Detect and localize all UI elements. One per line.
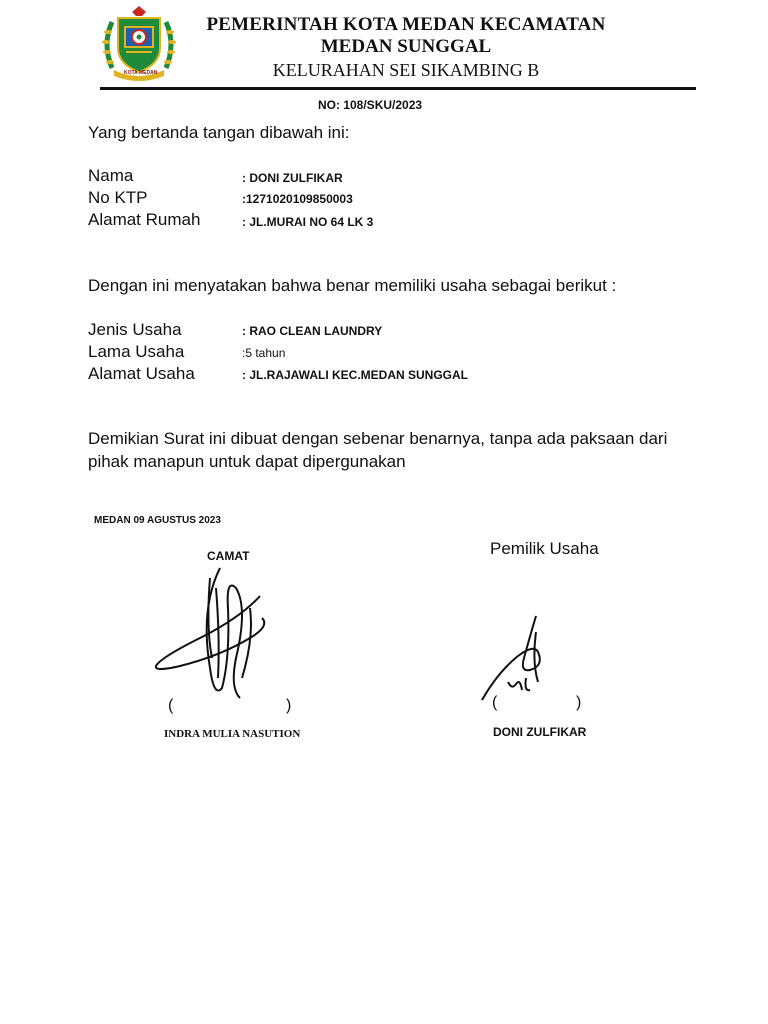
value-lama-usaha: :5 tahun: [242, 346, 286, 360]
camat-name: INDRA MULIA NASUTION: [164, 728, 301, 740]
city-emblem: [98, 4, 180, 86]
owner-title: Pemilik Usaha: [490, 539, 599, 558]
document-number: NO: 108/SKU/2023: [318, 98, 423, 112]
owner-name: DONI ZULFIKAR: [493, 725, 587, 739]
statement-text: Dengan ini menyatakan bahwa benar memiliki usaha sebagai berikut :: [88, 276, 617, 295]
owner-close-paren: ): [576, 694, 582, 711]
emblem-ribbon-text: KOTA MEDAN: [124, 70, 158, 76]
label-nama: Nama: [88, 166, 134, 185]
camat-open-paren: (: [168, 697, 174, 714]
label-lama-usaha: Lama Usaha: [88, 342, 185, 361]
value-jenis-usaha: : RAO CLEAN LAUNDRY: [242, 324, 383, 338]
label-no-ktp: No KTP: [88, 188, 148, 207]
camat-signature: [150, 548, 280, 708]
place-date: MEDAN 09 AGUSTUS 2023: [94, 515, 221, 526]
value-nama: : DONI ZULFIKAR: [242, 171, 343, 185]
value-alamat-rumah: : JL.MURAI NO 64 LK 3: [242, 215, 374, 229]
label-jenis-usaha: Jenis Usaha: [88, 320, 182, 339]
label-alamat-rumah: Alamat Rumah: [88, 210, 201, 229]
closing-line-1: Demikian Surat ini dibuat dengan sebenar benarnya, tanpa ada paksaan dari: [88, 429, 668, 448]
label-alamat-usaha: Alamat Usaha: [88, 364, 195, 383]
header-line-1: PEMERINTAH KOTA MEDAN KECAMATAN: [206, 14, 606, 35]
header-line-2: MEDAN SUNGGAL: [320, 36, 492, 57]
closing-line-2: pihak manapun untuk dapat dipergunakan: [88, 452, 406, 471]
header-divider: [100, 87, 696, 90]
owner-signature: [478, 612, 568, 707]
intro-text: Yang bertanda tangan dibawah ini:: [88, 123, 350, 142]
value-no-ktp: :1271020109850003: [242, 192, 353, 206]
value-alamat-usaha: : JL.RAJAWALI KEC.MEDAN SUNGGAL: [242, 368, 469, 382]
camat-close-paren: ): [286, 697, 292, 714]
header-line-3: KELURAHAN SEI SIKAMBING B: [272, 60, 540, 80]
camat-title: CAMAT: [207, 549, 250, 563]
owner-open-paren: (: [492, 694, 498, 711]
